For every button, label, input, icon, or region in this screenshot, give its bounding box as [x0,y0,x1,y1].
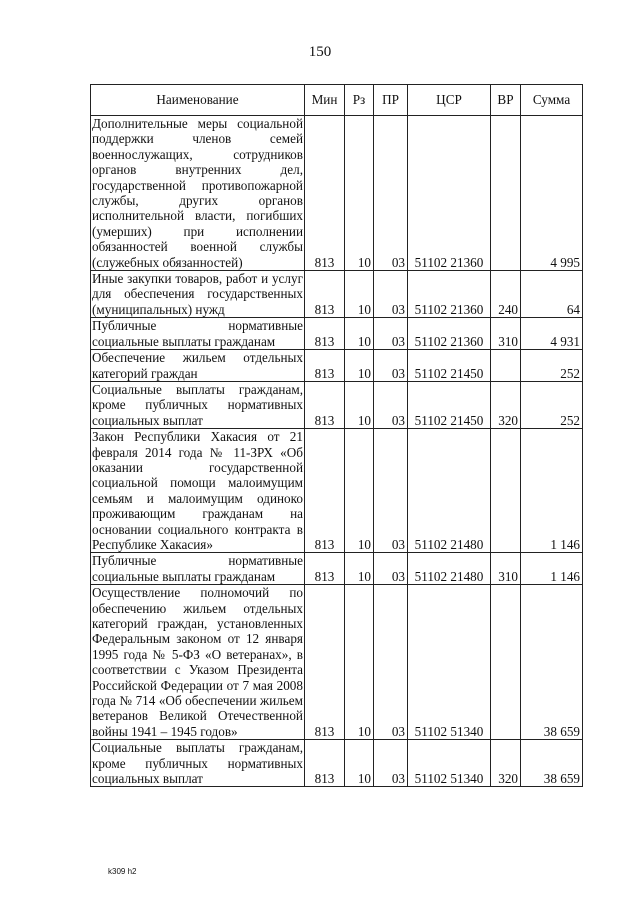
row-sum-cell: 38 659 [521,585,583,740]
budget-table [90,84,583,787]
row-sum-cell: 1 146 [521,553,583,585]
row-min-cell: 813 [305,350,345,382]
row-min-cell: 813 [305,318,345,350]
row-csr-cell: 51102 21360 [408,116,491,271]
row-csr-cell: 51102 21480 [408,429,491,553]
table-row [91,553,583,585]
row-name-cell: Обеспечение жильем отдельных категорий граждан [92,350,303,381]
row-sum-cell: 1 146 [521,429,583,553]
row-name-cell: Публичные нормативные социальные выплаты гражданам [92,553,303,584]
row-pr-cell: 03 [374,271,408,318]
row-csr-cell: 51102 21450 [408,381,491,428]
header-rz: Рз [345,85,374,116]
row-pr-cell: 03 [374,553,408,585]
row-name-cell: Закон Республики Хакасия от 21 февраля 2014 года № 11-ЗРХ «Об оказании государственной социальной помощи малоимущим семьям и малоимущим одиноко проживающим гражданам на основании социального контракта в Республике Хакасия» [92,429,303,552]
row-rz-cell: 10 [345,350,374,382]
row-name-cell: Публичные нормативные социальные выплаты гражданам [92,318,303,349]
row-vr-cell [491,116,521,271]
table-row [91,429,583,553]
row-rz-cell: 10 [345,740,374,787]
row-name-cell: Осуществление полномочий по обеспечению жильем отдельных категорий граждан, установленных Федеральным законом от 12 января 1995 года № 5-ФЗ «О ветеранах», в соответствии с Указом Президента Российской Федерации от 7 мая 2008 года № 714 «Об обеспечении жильем ветеранов Великой Отечественной войны 1941 – 1945 годов» [92,585,303,739]
row-vr-cell: 310 [491,318,521,350]
header-pr: ПР [374,85,408,116]
header-name: Наименование [91,85,305,116]
row-rz-cell: 10 [345,116,374,271]
table-row [91,585,583,740]
row-csr-cell: 51102 21360 [408,271,491,318]
table-row [91,350,583,382]
header-min: Мин [305,85,345,116]
row-pr-cell: 03 [374,318,408,350]
row-vr-cell [491,429,521,553]
table-row [91,116,583,271]
row-sum-cell: 252 [521,350,583,382]
table-row [91,381,583,428]
row-vr-cell: 310 [491,553,521,585]
row-min-cell: 813 [305,271,345,318]
row-csr-cell: 51102 21480 [408,553,491,585]
row-pr-cell: 03 [374,381,408,428]
row-vr-cell [491,585,521,740]
header-vr: ВР [491,85,521,116]
header-row [91,85,583,116]
row-rz-cell: 10 [345,429,374,553]
row-vr-cell: 320 [491,740,521,787]
row-name-cell: Иные закупки товаров, работ и услуг для обеспечения государственных (муниципальных) нужд [92,271,303,317]
header-sum: Сумма [521,85,583,116]
row-csr-cell: 51102 51340 [408,740,491,787]
row-sum-cell: 252 [521,381,583,428]
row-sum-cell: 4 995 [521,116,583,271]
row-pr-cell: 03 [374,116,408,271]
table-row [91,318,583,350]
row-name-cell: Социальные выплаты гражданам, кроме публичных нормативных социальных выплат [92,740,303,787]
row-rz-cell: 10 [345,585,374,740]
row-vr-cell [491,350,521,382]
row-csr-cell: 51102 21450 [408,350,491,382]
row-sum-cell: 38 659 [521,740,583,787]
row-pr-cell: 03 [374,429,408,553]
row-vr-cell: 320 [491,381,521,428]
row-rz-cell: 10 [345,318,374,350]
row-rz-cell: 10 [345,381,374,428]
row-min-cell: 813 [305,553,345,585]
header-csr: ЦСР [408,85,491,116]
row-csr-cell: 51102 21360 [408,318,491,350]
footer-code: k309 h2 [108,867,137,876]
row-min-cell: 813 [305,585,345,740]
row-sum-cell: 64 [521,271,583,318]
row-csr-cell: 51102 51340 [408,585,491,740]
row-rz-cell: 10 [345,553,374,585]
row-vr-cell: 240 [491,271,521,318]
row-sum-cell: 4 931 [521,318,583,350]
table-row [91,740,583,787]
page-number: 150 [308,44,332,60]
row-name-cell: Дополнительные меры социальной поддержки членов семей военнослужащих, сотрудников органов внутренних дел, государственной противопожарной службы, других органов исполнительной власти, погибших (умерших) при исполнении обязанностей военной службы (служебных обязанностей) [92,116,303,270]
row-min-cell: 813 [305,740,345,787]
row-min-cell: 813 [305,429,345,553]
row-min-cell: 813 [305,381,345,428]
table-row [91,271,583,318]
row-pr-cell: 03 [374,740,408,787]
row-pr-cell: 03 [374,350,408,382]
row-pr-cell: 03 [374,585,408,740]
row-min-cell: 813 [305,116,345,271]
row-rz-cell: 10 [345,271,374,318]
row-name-cell: Социальные выплаты гражданам, кроме публичных нормативных социальных выплат [92,381,303,428]
